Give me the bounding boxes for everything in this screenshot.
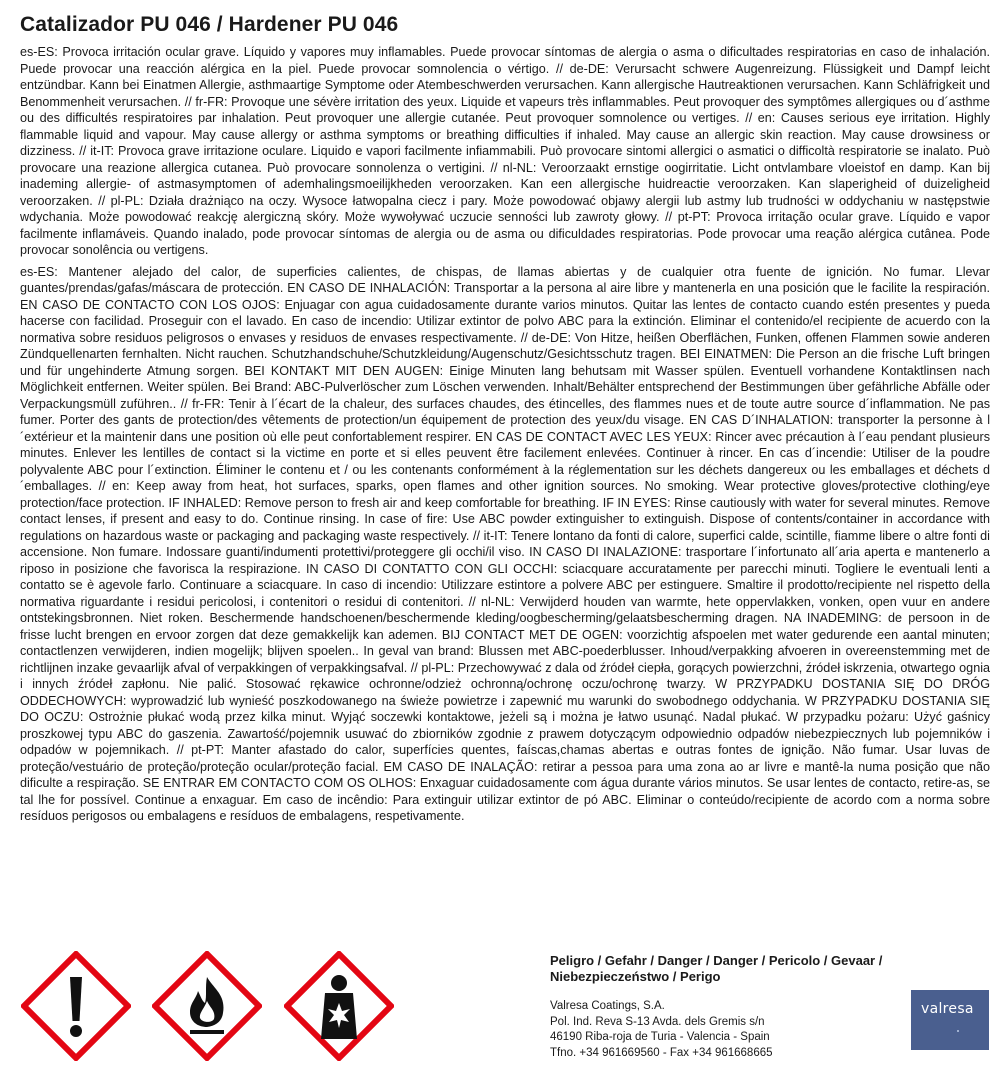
signal-word: Peligro / Gefahr / Danger / Danger / Pericolo / Gevaar / Niebezpieczeństwo / Perigo <box>550 953 883 984</box>
exclamation-mark-icon <box>21 951 131 1061</box>
phone-fax: Tfno. +34 961669560 - Fax +34 961668665 <box>550 1046 773 1059</box>
precautionary-statements: es-ES: Mantener alejado del calor, de superficies calientes, de chispas, de llamas abiertas y de cualquier otra fuente de ignición. No fumar. Llevar guantes/prendas/gafas/máscara de protección. EN CASO DE INHALACIÓN: Transportar a la persona al aire libre y mantenerla en una posición que le facilite la respiración. EN CASO DE CONTACTO CON LOS OJOS: Enjuagar con agua cuidadosamente durante varios minutos. Quitar las lentes de contacto cuando estén presentes y pueda hacerse con facilidad. Proseguir con el lavado. En caso de incendio: Utilizar extintor de polvo ABC para la extinción. Eliminar el contenido/el recipiente de acuerdo con la normativa sobre residuos peligrosos o envases y residuos de envases respectivamente. // de-DE: Von Hitze, heißen Oberflächen, Funken, offenen Flammen sowie anderen Zündquellenarten fernhalten. Nicht rauchen. Schutzhandschuhe/Schutzkleidung/Augenschutz/Gesichtsschutz tragen. BEI EINATMEN: Die Person an die frische Luft bringen und für ungehinderte Atmung sorgen. BEI KONTAKT MIT DEN AUGEN: Einige Minuten lang behutsam mit Wasser spülen. Eventuell vorhandene Kontaktlinsen nach Möglichkeit entfernen. Weiter spülen. Bei Brand: ABC-Pulverlöscher zum Löschen verwenden. Inhalt/Behälter entsprechend der Bestimmungen über gefährliche Abfälle oder Verpackungsmüll zuführen.. // fr-FR: Tenir à l´écart de la chaleur, des surfaces chaudes, des étincelles, des flammes nues et de toute autre source d´inflammation. Ne pas fumer. Porter des gants de protection/des vêtements de protection/un équipement de protection des yeux/du visage. EN CAS D´INHALATION: transporter la personne à l´extérieur et la maintenir dans une position où elle peut confortablement respirer. EN CAS DE CONTACT AVEC LES YEUX: Rincer avec précaution à l´eau pendant plusieurs minutes. Enlever les lentilles de contact si la victime en porte et si elles peuvent être facilement enlevées. Continuer à rincer. En cas d´incendie: Utiliser de la poudre polyvalente ABC pour l´extinction. Éliminer le contenu et / ou les contenants conformément à la réglementation sur les déchets dangereux ou les emballages et déchets d´emballages. // en: Keep away from heat, hot surfaces, sparks, open flames and other ignition sources. No smoking. Wear protective gloves/protective clothing/eye protection/face protection. IF INHALED: Remove person to fresh air and keep comfortable for breathing. IF IN EYES: Rinse cautiously with water for several minutes. Remove contact lenses, if present and easy to do. Continue rinsing. In case of fire: Use ABC powder extinguisher to extinguish. Dispose of contents/container in accordance with regulations on hazardous waste or packaging and packaging waste respectively. // it-IT: Tenere lontano da fonti di calore, superfici calde, scintille, fiamme libere o altre fonti di accensione. Non fumare. Indossare guanti/indumenti protettivi/proteggere gli occhi/il viso. IN CASO DI INALAZIONE: trasportare l´infortunato all´aria aperta e mantenerlo a riposo in posizione che favorisca la respirazione. IN CASO DI CONTATTO CON GLI OCCHI: sciacquare accuratamente per parecchi minuti. Togliere le eventuali lenti a contatto se è agevole farlo. Continuare a sciacquare. In caso di incendio: Utilizzare estintore a polvere ABC per estinguere. Smaltire il prodotto/recipiente nel rispetto della normativa riguardante i residui pericolosi, i contenitori o residui di contenitori. // nl-NL: Verwijderd houden van warmte, hete oppervlakken, vonken, open vuur en andere ontstekingsbronnen. Niet roken. Beschermende handschoenen/beschermende kleding/oogbescherming/gelaatsbescherming dragen. NA INADEMING: de persoon in de frisse lucht brengen en ervoor zorgen dat deze gemakkelijk kan ademen. BIJ CONTACT MET DE OGEN: voorzichtig afspoelen met water gedurende een aantal minuten; contactlenzen verwijderen, indien mogelijk; blijven spoelen.. In geval van brand: Blussen met ABC-poederblusser. Inhoud/verpakking afvoeren in overeenstemming met de richtlijnen inzake gevaarlijk afval of verpakkingen of verpakkingsafval. // pl-PL: Przechowywać z dala od źródeł ciepła, gorących powierzchni, źródeł iskrzenia, otwartego ognia i innych źródeł zapłonu. Nie palić. Stosować rękawice ochronne/odzież ochronną/ochronę oczu/ochronę twarzy. W PRZYPADKU DOSTANIA SIĘ DO DRÓG ODDECHOWYCH: wyprowadzić lub wynieść poszkodowanego na świeże powietrze i zapewnić mu warunki do swobodnego oddychania. W PRZYPADKU DOSTANIA SIĘ DO OCZU: Ostrożnie płukać wodą przez kilka minut. Wyjąć soczewki kontaktowe, jeżeli są i można je łatwo usunąć. Nadal płukać. W przypadku pożaru: Użyć gaśnicy proszkowej typu ABC do gaszenia. Zawartość/pojemnik usuwać do zbiorników zgodnie z prawem dotyczącym odpowiednio odpadów niebezpiecznych lub pojemników i odpadów w pojemnikach. // pt-PT: Manter afastado do calor, superfícies quentes, faíscas,chamas abertas e outras fontes de ignição. Não fumar. Usar luvas de proteção/vestuário de proteção/proteção ocular/proteção facial. EM CASO DE INALAÇÃO: retirar a pessoa para uma zona ao ar livre e mantê-la numa posição que não dificulte a respiração. SE ENTRAR EM CONTACTO COM OS OLHOS: Enxaguar cuidadosamente com água durante vários minutos. Se usar lentes de contacto, retire-as, se tal lhe for possível. Continue a enxaguar. Em caso de incêndio: Para extinguir utilizar extintor de pó ABC. Eliminar o conteúdo/recipiente de acordo com a norma sobre resíduos perigosos ou embalagens e resíduos de embalagens, respetivamente. <box>20 264 990 823</box>
health-hazard-icon <box>284 951 394 1061</box>
label-footer <box>0 945 1000 1067</box>
product-title: Catalizador PU 046 / Hardener PU 046 <box>20 13 399 36</box>
logo-text: valresa <box>921 1001 974 1017</box>
flame-icon <box>152 951 262 1061</box>
valresa-logo <box>911 990 989 1050</box>
address-line-1: Pol. Ind. Reva S-13 Avda. dels Gremis s/n <box>550 1015 765 1028</box>
address-line-2: 46190 Riba-roja de Turia - Valencia - Spain <box>550 1031 770 1043</box>
logo-dot <box>957 1030 959 1032</box>
hazard-statements: es-ES: Provoca irritación ocular grave. Líquido y vapores muy inflamables. Puede provocar síntomas de alergia o asma o dificultades respiratorias en caso de inhalación. Puede provocar una reacción alérgica en la piel. Puede provocar somnolencia o vértigo. // de-DE: Verursacht schwere Augenreizung. Flüssigkeit und Dampf leicht entzündbar. Kann bei Einatmen Allergie, asthmaartige Symptome oder Atembeschwerden verursachen. Kann allergische Hautreaktionen verursachen. Kann Schläfrigkeit und Benommenheit verursachen. // fr-FR: Provoque une sévère irritation des yeux. Liquide et vapeurs très inflammables. Peut provoquer des symptômes allergiques ou d´asthme ou des difficultés respiratoires par inhalation. Peut provoquer une allergie cutanée. Peut provoquer somnolence ou vertiges. // en: Causes serious eye irritation. Highly flammable liquid and vapour. May cause allergy or asthma symptoms or breathing difficulties if inhaled. May cause an allergic skin reaction. May cause drowsiness or dizziness. // it-IT: Provoca grave irritazione oculare. Liquido e vapori facilmente infiammabili. Può provocare sintomi allergici o asmatici o difficoltà respiratorie se inalato. Può provocare una reazione allergica cutanea. Può provocare sonnolenza o vertigini. // nl-NL: Veroorzaakt ernstige oogirritatie. Licht ontvlambare vloeistof en damp. Kan bij inademing allergie- of astmasymptomen of ademhalingsmoeilijkheden veroorzaken. Kan een allergische huidreactie veroorzaken. Kan slaperigheid of duizeligheid veroorzaken. // pl-PL: Działa drażniąco na oczy. Wysoce łatwopalna ciecz i pary. Może powodować objawy alergii lub astmy lub trudności w oddychaniu w następstwie wdychania. Może powodować reakcję alergiczną skóry. Może wywoływać uczucie senności lub zawroty głowy. // pt-PT: Provoca irritação ocular grave. Líquido e vapor facilmente inflamáveis. Quando inalado, pode provocar síntomas de alergia ou de asma ou dificuldades respiratorias. Pode provocar uma reação alérgica cutânea. Pode provocar sonolência ou vertigens. <box>20 45 990 257</box>
company-name: Valresa Coatings, S.A. <box>550 1000 665 1012</box>
supplier-block <box>550 953 910 1061</box>
